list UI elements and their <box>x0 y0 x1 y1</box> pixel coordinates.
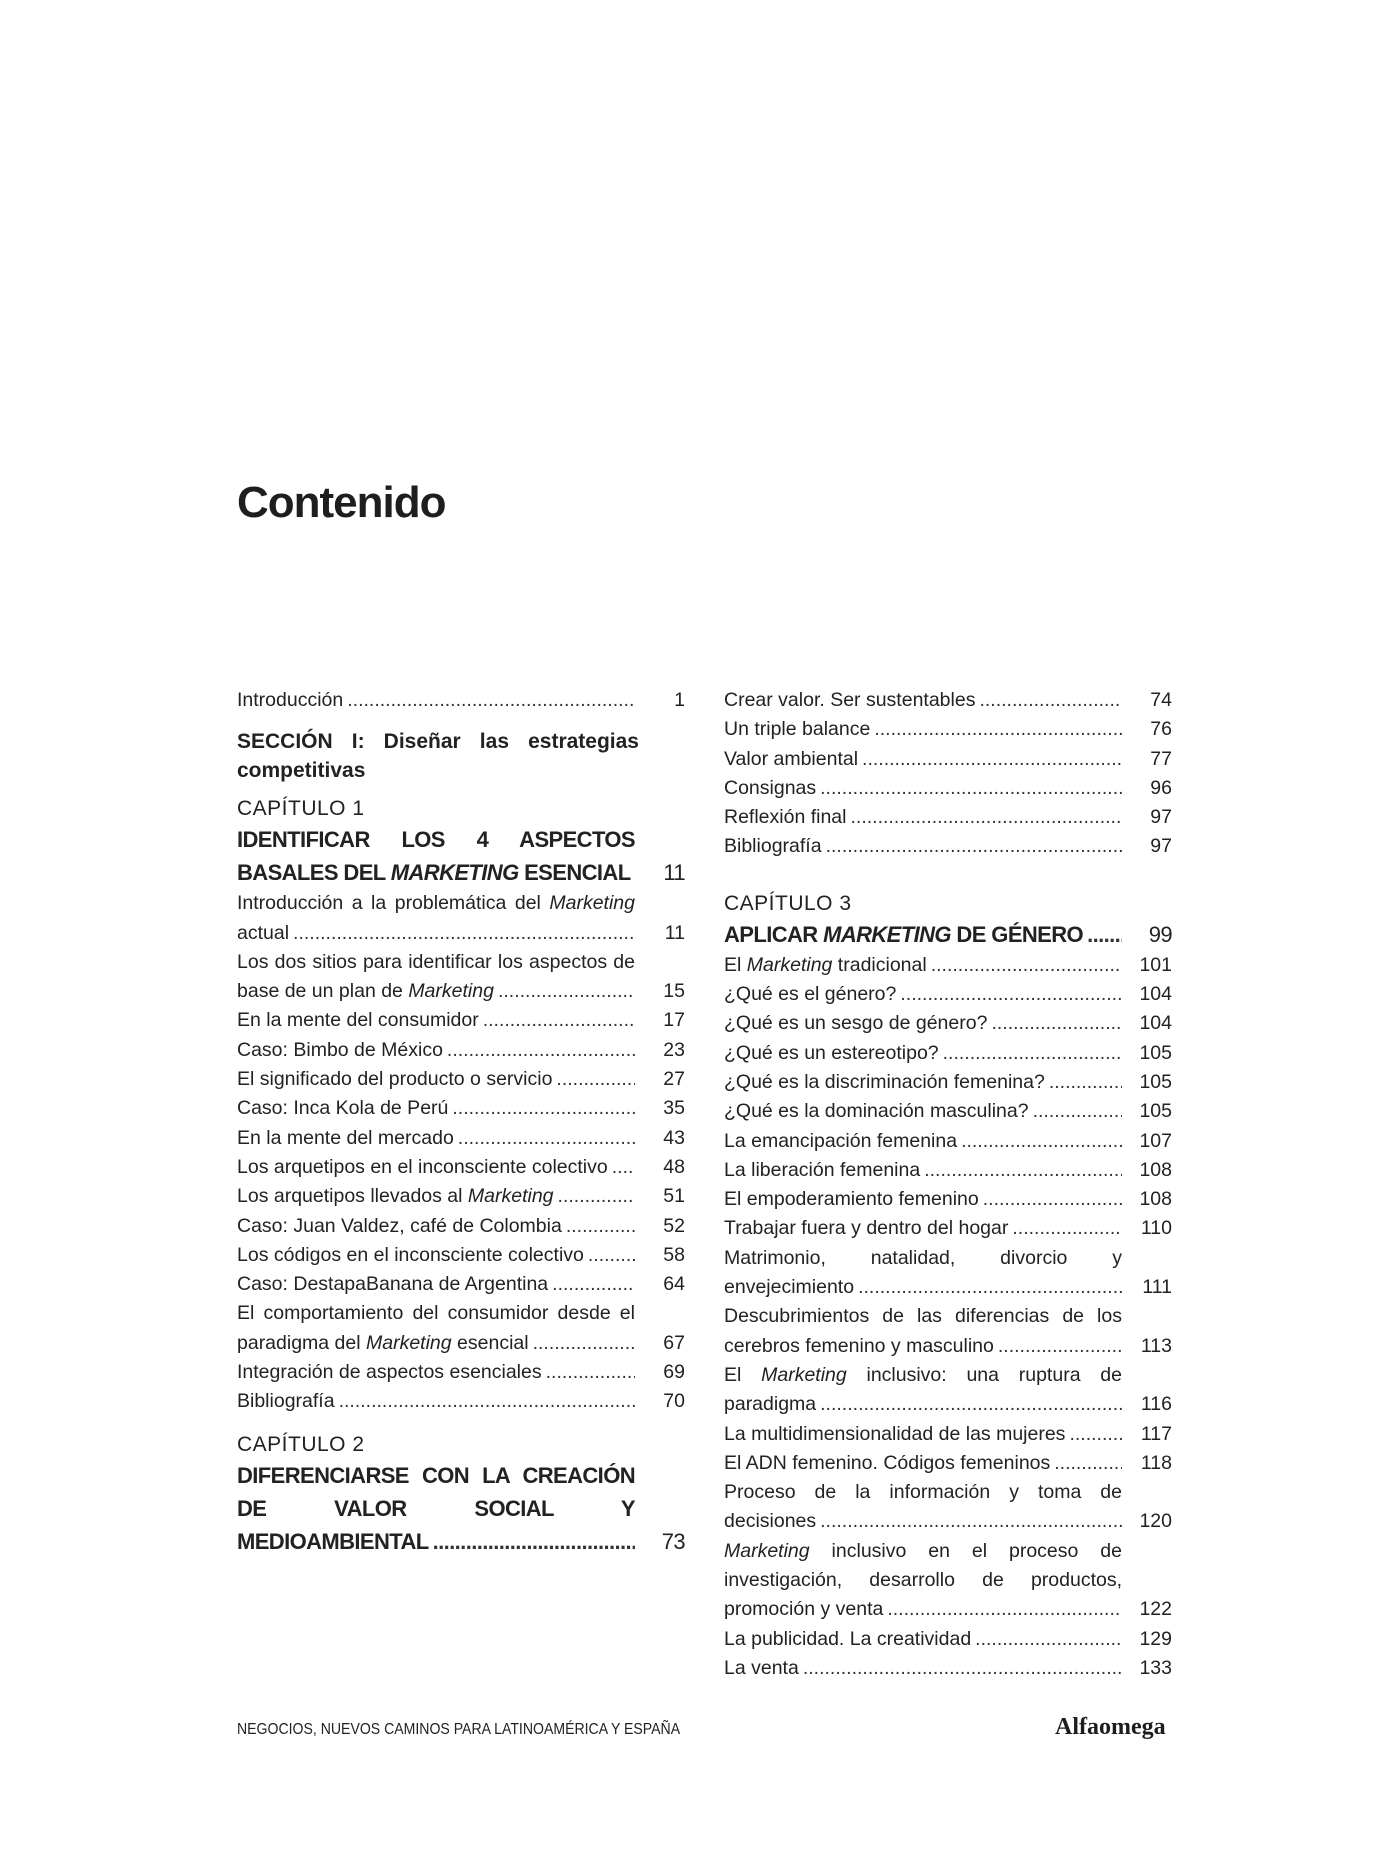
toc-entry-text-part: El <box>724 953 747 976</box>
toc-entries-chapter-2 <box>724 686 1172 862</box>
chapter-title[interactable] <box>237 823 685 889</box>
toc-entry-emphasis: Marketing <box>408 980 494 1003</box>
chapter-title[interactable] <box>724 918 1172 951</box>
toc-entry-text <box>724 835 824 857</box>
toc-entries-chapter-3 <box>724 951 1172 1683</box>
chapter-title-emphasis: MARKETING <box>823 921 951 947</box>
chapter-title-text-end: DE GÉNERO <box>950 921 1084 947</box>
toc-entry-page: 108 <box>1122 1185 1172 1214</box>
chapter-label: CAPÍTULO 2 <box>237 1432 365 1456</box>
toc-entry-text <box>237 1156 610 1178</box>
toc-left-column <box>237 686 685 1558</box>
toc-entry-text-part: Introducción a la problemática del <box>237 892 550 915</box>
toc-entry-page: 97 <box>1122 832 1172 861</box>
toc-entry[interactable] <box>237 1065 685 1094</box>
toc-entry-text <box>237 1244 586 1266</box>
toc-entry-text-part: Caso: DestapaBanana de Argentina <box>237 1273 549 1296</box>
toc-entry[interactable] <box>724 1185 1172 1214</box>
toc-entry[interactable] <box>724 1156 1172 1185</box>
toc-entry-page: 107 <box>1122 1127 1172 1156</box>
toc-entry[interactable] <box>724 1361 1172 1420</box>
toc-entry-page: 77 <box>1122 745 1172 774</box>
toc-entry-text-part: La publicidad. La creatividad <box>724 1627 972 1650</box>
toc-entry[interactable] <box>724 686 1172 715</box>
toc-entry-page: 17 <box>635 1006 685 1035</box>
toc-entry-text-part: El <box>724 1363 762 1386</box>
toc-entry-page: 23 <box>635 1036 685 1065</box>
toc-entry-page: 111 <box>1122 1273 1172 1302</box>
toc-entry-text-part: La venta <box>724 1656 799 1679</box>
toc-entry[interactable] <box>237 1212 685 1241</box>
page-title: Contenido <box>237 478 446 527</box>
toc-entry-page: 105 <box>1122 1039 1172 1068</box>
toc-entry-page: 43 <box>635 1124 685 1153</box>
toc-entry-text <box>724 1247 1122 1298</box>
toc-entry-text-part: En la mente del mercado <box>237 1126 454 1149</box>
toc-entry-page: 74 <box>1122 686 1172 715</box>
toc-entry-text <box>724 1305 1122 1356</box>
toc-entry[interactable] <box>724 1097 1172 1126</box>
toc-entry[interactable] <box>237 1153 685 1182</box>
toc-entry-text <box>724 1130 959 1152</box>
toc-entry[interactable] <box>237 1182 685 1211</box>
toc-entry-page: 1 <box>635 686 685 715</box>
toc-entry[interactable] <box>237 1387 685 1416</box>
toc-entry-text <box>724 1217 1010 1239</box>
toc-entry-text-part: Reflexión final <box>724 806 847 829</box>
footer-book-title: NEGOCIOS, NUEVOS CAMINOS PARA LATINOAMÉRICA Y ESPAÑA <box>237 1721 681 1738</box>
toc-entry[interactable] <box>724 1009 1172 1038</box>
chapter-title-emphasis: MARKETING <box>390 860 519 886</box>
toc-entry[interactable] <box>724 803 1172 832</box>
toc-entry-page: 117 <box>1122 1420 1172 1449</box>
toc-entry[interactable] <box>237 889 685 948</box>
chapter-label: CAPÍTULO 1 <box>237 797 365 821</box>
toc-entry-text <box>724 1657 801 1679</box>
toc-entry-text-part: La emancipación femenina <box>724 1129 958 1152</box>
toc-entry-text-part: inclusivo: una ruptura de paradigma <box>724 1363 1122 1416</box>
toc-entry[interactable] <box>724 980 1172 1009</box>
toc-entry-text-part: Caso: Juan Valdez, café de Colombia <box>237 1214 562 1237</box>
toc-entry-text-part: ¿Qué es un sesgo de género? <box>724 1012 988 1035</box>
toc-entry-text-part: Crear valor. Ser sustentables <box>724 689 976 711</box>
toc-entry-text <box>724 1452 1052 1474</box>
toc-entry-page: 133 <box>1122 1654 1172 1683</box>
toc-entry-page: 67 <box>635 1329 685 1358</box>
toc-entry-page: 129 <box>1122 1625 1172 1654</box>
toc-entry[interactable] <box>724 832 1172 861</box>
toc-entry-emphasis: Marketing <box>761 1363 847 1386</box>
toc-entry[interactable] <box>237 1094 685 1123</box>
toc-entry-text-part: El ADN femenino. Códigos femeninos <box>724 1451 1051 1474</box>
toc-entry-text-part: ¿Qué es un estereotipo? <box>724 1041 939 1064</box>
toc-entry-text <box>724 1071 1047 1093</box>
toc-entry-text <box>724 689 977 711</box>
toc-entry-text <box>724 1188 981 1210</box>
toc-entry-text-part: Los arquetipos en el inconsciente colectivo <box>237 1155 608 1178</box>
toc-entry-text-part: Matrimonio, natalidad, divorcio y envejecimiento <box>724 1246 1122 1299</box>
toc-entry-text <box>237 1273 550 1295</box>
toc-entry[interactable] <box>237 1358 685 1387</box>
toc-entry-text <box>724 777 818 799</box>
toc-entry-text-part: Los dos sitios para identificar los aspectos de base de un plan de <box>237 950 635 1003</box>
toc-entry[interactable] <box>724 774 1172 803</box>
toc-entry-page: 113 <box>1122 1332 1172 1361</box>
toc-entry[interactable] <box>724 951 1172 980</box>
toc-entry-text <box>237 1215 564 1237</box>
toc-entry-text-part: Bibliografía <box>724 835 822 858</box>
toc-entry-page: 48 <box>635 1153 685 1182</box>
toc-entry-text <box>724 1423 1067 1445</box>
toc-entry-page: 105 <box>1122 1097 1172 1126</box>
toc-entry-page: 122 <box>1122 1595 1172 1624</box>
toc-entry-text-part: La multidimensionalidad de las mujeres <box>724 1422 1066 1445</box>
toc-entry-text-part: Caso: Bimbo de México <box>237 1038 443 1061</box>
toc-entry[interactable] <box>724 1654 1172 1683</box>
toc-entry-text-part: Trabajar fuera y dentro del hogar <box>724 1217 1009 1240</box>
toc-entry[interactable] <box>237 1270 685 1299</box>
toc-entry-text <box>724 718 872 740</box>
toc-entry-text <box>237 892 635 943</box>
toc-entry-text <box>237 1068 554 1090</box>
chapter-title-text: APLICAR <box>724 921 824 947</box>
toc-entry-text <box>724 1540 1122 1621</box>
toc-entry-page: 105 <box>1122 1068 1172 1097</box>
toc-entry[interactable] <box>724 1127 1172 1156</box>
toc-entries-chapter-1 <box>237 889 685 1416</box>
toc-entry-text-part: Un triple balance <box>724 718 871 741</box>
chapter-title-text-end: ESENCIAL <box>518 860 631 886</box>
toc-entry[interactable] <box>724 1068 1172 1097</box>
chapter-title-text: IDENTIFICAR LOS 4 ASPECTOS BASALES DEL <box>237 827 635 886</box>
toc-entry-text-part: El comportamiento del consumidor desde el paradigma del <box>237 1302 635 1354</box>
toc-entry-text-part: En la mente del consumidor <box>237 1009 479 1032</box>
toc-entry[interactable] <box>237 948 685 1007</box>
toc-entry-text-part: El significado del producto o servicio <box>237 1068 553 1091</box>
toc-entry[interactable] <box>724 745 1172 774</box>
toc-entry-text-part: tradicional <box>832 953 927 976</box>
toc-entry[interactable] <box>724 1537 1172 1625</box>
toc-entry[interactable] <box>724 1039 1172 1068</box>
toc-entry-page: 73 <box>635 1525 685 1558</box>
toc-entry-page: 99 <box>1122 918 1172 951</box>
toc-entry-text <box>724 1012 989 1034</box>
toc-entry-page: 70 <box>635 1387 685 1416</box>
toc-entry-text-part: Caso: Inca Kola de Perú <box>237 1097 449 1120</box>
toc-entry[interactable] <box>237 1006 685 1035</box>
toc-entry-page: 69 <box>635 1358 685 1387</box>
toc-entry-page: 104 <box>1122 1009 1172 1038</box>
toc-entry[interactable] <box>237 1124 685 1153</box>
toc-entry-text <box>237 1302 635 1353</box>
toc-entry-text <box>237 1097 450 1119</box>
toc-entry-text <box>724 1100 1031 1122</box>
toc-entry[interactable] <box>724 1449 1172 1478</box>
toc-entry-page: 35 <box>635 1094 685 1123</box>
toc-entry-text-part: Los arquetipos llevados al <box>237 1185 468 1208</box>
toc-entry-text <box>237 951 635 1002</box>
toc-entry-text-part: inclusivo en el proceso de investigación, desarrollo de productos, promoción y venta <box>724 1539 1122 1621</box>
toc-entry[interactable] <box>724 1625 1172 1654</box>
toc-entry-emphasis: Marketing <box>746 953 833 976</box>
section-heading: SECCIÓN I: Diseñar las estrategias competitivas <box>237 730 639 783</box>
toc-entry-page: 52 <box>635 1212 685 1241</box>
toc-entry-page: 101 <box>1122 951 1172 980</box>
toc-entry-text: Introducción <box>237 689 344 711</box>
toc-entry-text <box>724 1159 922 1181</box>
toc-entry[interactable] <box>237 1241 685 1270</box>
toc-entry-text <box>724 748 860 770</box>
toc-entry[interactable] <box>724 1214 1172 1243</box>
toc-entry-text-part: El empoderamiento femenino <box>724 1188 979 1211</box>
toc-entry[interactable] <box>237 1299 685 1358</box>
toc-entry-text-part: Valor ambiental <box>724 747 859 770</box>
toc-entry-page: 97 <box>1122 803 1172 832</box>
toc-entry-page: 76 <box>1122 715 1172 744</box>
toc-entry-text-part: Bibliografía <box>237 1390 335 1413</box>
toc-entry-text <box>237 1390 337 1412</box>
publisher-logo: Alfaomega <box>1055 1714 1166 1740</box>
toc-entry-page: 96 <box>1122 774 1172 803</box>
toc-entry-page: 108 <box>1122 1156 1172 1185</box>
toc-entry[interactable] <box>724 1302 1172 1361</box>
toc-entry-text-part: Consignas <box>724 776 817 799</box>
toc-entry-text <box>724 1628 973 1650</box>
toc-entry-page: 110 <box>1122 1214 1172 1243</box>
toc-entry-text <box>237 1009 481 1031</box>
toc-entry-emphasis: Marketing <box>549 892 635 915</box>
toc-entry[interactable] <box>237 1036 685 1065</box>
toc-entry-page: 11 <box>635 856 685 889</box>
toc-entry-text-part: La liberación femenina <box>724 1158 921 1181</box>
chapter-title[interactable] <box>237 1459 685 1558</box>
toc-entry-page: 51 <box>635 1182 685 1211</box>
toc-entry-text-part: ¿Qué es la discriminación femenina? <box>724 1070 1045 1093</box>
toc-entry-text <box>724 983 898 1005</box>
toc-entry-page: 15 <box>635 977 685 1006</box>
toc-entry-page: 104 <box>1122 980 1172 1009</box>
toc-entry-text <box>237 1361 544 1383</box>
toc-entry-text-part: Los códigos en el inconsciente colectivo <box>237 1243 584 1266</box>
toc-entry[interactable] <box>724 1244 1172 1303</box>
toc-entry-page: 58 <box>635 1241 685 1270</box>
chapter-title-text: DIFERENCIARSE CON LA CREACIÓN DE VALOR SOCIAL Y MEDIOAMBIENTAL <box>237 1462 635 1554</box>
toc-entry-text <box>724 1481 1122 1532</box>
toc-entry-page: 118 <box>1122 1449 1172 1478</box>
toc-entry-text <box>724 806 848 828</box>
toc-entry-text <box>724 1364 1122 1415</box>
toc-entry-text <box>237 1039 445 1061</box>
toc-entry-page: 11 <box>635 919 685 948</box>
toc-entry-page: 27 <box>635 1065 685 1094</box>
toc-entry-text <box>724 1042 941 1064</box>
toc-entry[interactable] <box>724 715 1172 744</box>
toc-entry-emphasis: Marketing <box>366 1331 452 1354</box>
toc-entry-text-part: ¿Qué es el género? <box>724 983 897 1006</box>
toc-entry-text-part: Descubrimientos de las diferencias de los cerebros femenino y masculino <box>724 1305 1122 1357</box>
toc-entry[interactable] <box>237 686 685 715</box>
toc-entry-page: 120 <box>1122 1507 1172 1536</box>
toc-entry[interactable] <box>724 1478 1172 1537</box>
toc-entry-text <box>724 954 929 976</box>
toc-entry[interactable] <box>724 1420 1172 1449</box>
toc-entry-text-part: actual <box>237 921 290 944</box>
toc-entry-text-part: ¿Qué es la dominación masculina? <box>724 1100 1029 1123</box>
toc-entry-text <box>237 1185 556 1207</box>
toc-right-column <box>724 686 1172 1683</box>
toc-entry-emphasis: Marketing <box>724 1539 810 1562</box>
toc-entry-page: 116 <box>1122 1390 1172 1419</box>
chapter-label: CAPÍTULO 3 <box>724 891 852 915</box>
toc-entry-emphasis: Marketing <box>467 1185 554 1208</box>
toc-entry-text <box>237 1127 456 1149</box>
toc-entry-text-part: Proceso de la información y toma de decisiones <box>724 1481 1122 1533</box>
toc-entry-page: 64 <box>635 1270 685 1299</box>
toc-entry-text-part: Integración de aspectos esenciales <box>237 1361 542 1384</box>
toc-entry-text-part: esencial <box>451 1331 529 1354</box>
